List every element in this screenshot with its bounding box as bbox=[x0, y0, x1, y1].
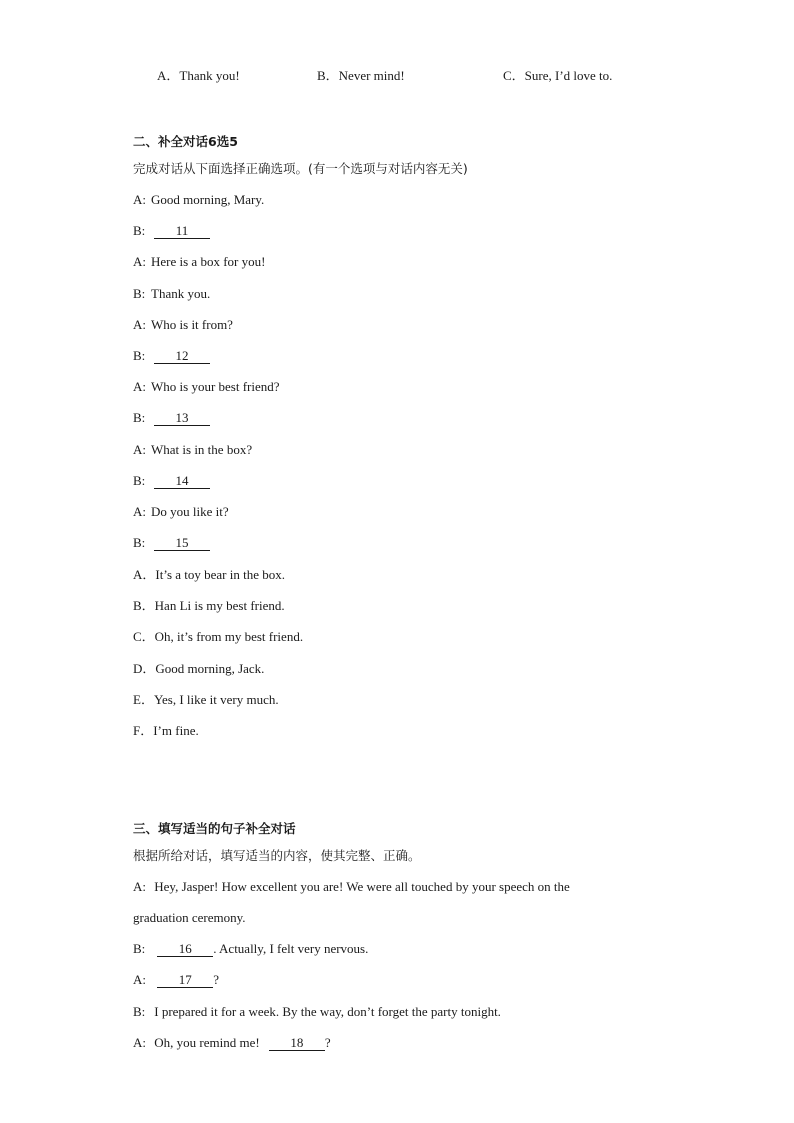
option-sure: C．Sure, I’d love to. bbox=[503, 68, 613, 83]
dialogue-line bbox=[133, 441, 252, 459]
dialogue-line bbox=[133, 191, 264, 209]
section3-title: 三、填写适当的句子补全对话 bbox=[133, 821, 296, 836]
line-text: Who is your best friend? bbox=[151, 379, 280, 395]
speaker-label: A: bbox=[133, 441, 146, 457]
dialogue-line bbox=[133, 285, 210, 303]
speaker-label: B: bbox=[133, 348, 146, 363]
speaker-label: B: bbox=[133, 223, 146, 239]
line-text: Good morning, Mary. bbox=[151, 192, 265, 207]
dialogue-line bbox=[133, 1034, 331, 1052]
dialogue-line bbox=[133, 316, 233, 334]
speaker-label: B: bbox=[133, 1004, 146, 1019]
answer-blank-16[interactable]: 16 bbox=[157, 941, 213, 957]
answer-blank-12[interactable]: 12 bbox=[154, 348, 210, 364]
option-thank-you: A．Thank you! bbox=[157, 68, 240, 83]
line-text: ? bbox=[213, 972, 220, 987]
line-text: Hey, Jasper! How excellent you are! We were all touched by your speech on the bbox=[154, 879, 570, 894]
speaker-label: A: bbox=[133, 972, 146, 987]
option-never-mind: B．Never mind! bbox=[317, 68, 405, 83]
answer-option: C．Oh, it’s from my best friend. bbox=[133, 629, 304, 645]
speaker-label: A: bbox=[133, 879, 146, 894]
dialogue-line bbox=[133, 971, 219, 989]
dialogue-line bbox=[133, 878, 570, 896]
answer-option: B．Han Li is my best friend. bbox=[133, 598, 285, 614]
speaker-label: B: bbox=[133, 410, 146, 426]
answer-blank-17[interactable]: 17 bbox=[157, 972, 213, 988]
speaker-label: A: bbox=[133, 254, 146, 270]
dialogue-line bbox=[133, 1003, 501, 1021]
dialogue-line bbox=[133, 253, 265, 271]
dialogue-line bbox=[133, 347, 210, 365]
dialogue-line bbox=[133, 472, 210, 490]
answer-blank-11[interactable]: 11 bbox=[154, 223, 210, 239]
dialogue-line bbox=[133, 940, 368, 958]
speaker-label: B: bbox=[133, 285, 146, 301]
dialogue-line bbox=[133, 534, 210, 552]
answer-blank-13[interactable]: 13 bbox=[154, 410, 210, 426]
line-text: Here is a box for you! bbox=[151, 254, 266, 270]
answer-blank-18[interactable]: 18 bbox=[269, 1035, 325, 1051]
dialogue-line-continuation: graduation ceremony. bbox=[133, 910, 246, 925]
dialogue-line bbox=[133, 503, 229, 521]
section2-instruction: 完成对话从下面选择正确选项。(有一个选项与对话内容无关) bbox=[133, 161, 468, 176]
line-text: Do you like it? bbox=[151, 504, 229, 519]
speaker-label: A: bbox=[133, 316, 146, 332]
dialogue-line bbox=[133, 409, 210, 427]
line-text: . Actually, I felt very nervous. bbox=[213, 941, 369, 956]
speaker-label: A: bbox=[133, 379, 146, 395]
speaker-label: B: bbox=[133, 535, 146, 551]
answer-blank-14[interactable]: 14 bbox=[154, 473, 210, 489]
answer-option: F．I’m fine. bbox=[133, 723, 199, 738]
speaker-label: B: bbox=[133, 941, 146, 956]
line-text: Oh, you remind me! bbox=[154, 1035, 260, 1050]
dialogue-line bbox=[133, 378, 280, 396]
line-text: What is in the box? bbox=[151, 441, 253, 457]
answer-option: A．It’s a toy bear in the box. bbox=[133, 567, 285, 582]
line-text: Who is it from? bbox=[151, 316, 233, 332]
answer-option: D．Good morning, Jack. bbox=[133, 660, 265, 676]
line-text: Thank you. bbox=[151, 285, 211, 301]
speaker-label: A: bbox=[133, 192, 146, 207]
speaker-label: A: bbox=[133, 1035, 146, 1050]
dialogue-line bbox=[133, 222, 210, 240]
section2-title: 二、补全对话6选5 bbox=[133, 134, 238, 149]
answer-option: E．Yes, I like it very much. bbox=[133, 691, 279, 707]
speaker-label: A: bbox=[133, 504, 146, 519]
line-text: ? bbox=[324, 1035, 331, 1050]
line-text: I prepared it for a week. By the way, don’t forget the party tonight. bbox=[154, 1004, 501, 1019]
answer-blank-15[interactable]: 15 bbox=[154, 535, 210, 551]
section3-instruction: 根据所给对话，填写适当的内容，使其完整、正确。 bbox=[133, 848, 421, 863]
speaker-label: B: bbox=[133, 472, 146, 488]
